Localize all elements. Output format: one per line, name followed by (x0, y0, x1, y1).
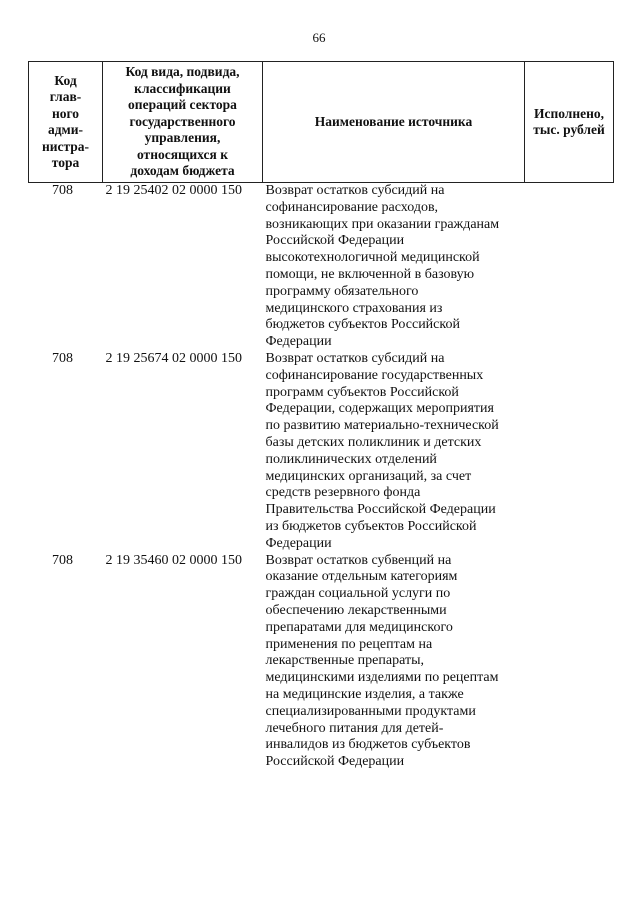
executed-amount-cell (525, 183, 614, 351)
header-classification-code: Код вида, подвида, классификации операций сектора государственного управления, относящихся к доходам бюджета (103, 62, 263, 183)
table-body (29, 183, 614, 771)
table-header (29, 62, 614, 183)
classification-code-cell: 2 19 25674 02 0000 150 (105, 350, 242, 366)
admin-code-cell: 708 (52, 552, 73, 568)
executed-amount-cell (525, 553, 614, 771)
classification-code-cell: 2 19 35460 02 0000 150 (105, 552, 242, 568)
table-row (29, 183, 614, 351)
header-admin-code: Код глав- ного адми- нистра- тора (29, 62, 103, 183)
header-executed: Исполнено, тыс. рублей (525, 62, 614, 183)
revenue-sources-table (28, 61, 614, 771)
source-name-cell: Возврат остатков субвенций на оказание отдельным категориям граждан социальной услуги по обеспечению лекарственными препаратами для медицинского применения по рецептам на лекарственные препараты, медицинскими изделиями по рецептам на медицинские изделия, а также специализированными продуктами лечебного питания для детей- инвалидов из бюджетов субъектов Российской Федерации (265, 552, 499, 770)
classification-code-cell: 2 19 25402 02 0000 150 (105, 183, 242, 198)
admin-code-cell: 708 (52, 183, 73, 198)
admin-code-cell: 708 (52, 350, 73, 366)
source-name-cell: Возврат остатков субсидий на софинансирование государственных программ субъектов Российской Федерации, содержащих мероприятия по развитию материально-технической базы детских поликлиник и детских поликлинических отделений медицинских организаций, за счет средств резервного фонда Правительства Российской Федерации из бюджетов субъектов Российской Федерации (265, 350, 499, 551)
source-name-cell: Возврат остатков субсидий на софинансирование расходов, возникающих при оказании гражданам Российской Федерации высокотехнологичной медицинской помощи, не включенной в базовую программу обязательного медицинского страхования из бюджетов субъектов Российской Федерации (265, 183, 500, 350)
page-number: 66 (312, 30, 326, 45)
header-source-name: Наименование источника (263, 62, 525, 183)
table-row (29, 351, 614, 553)
executed-amount-cell (525, 351, 614, 553)
table-row (29, 553, 614, 771)
